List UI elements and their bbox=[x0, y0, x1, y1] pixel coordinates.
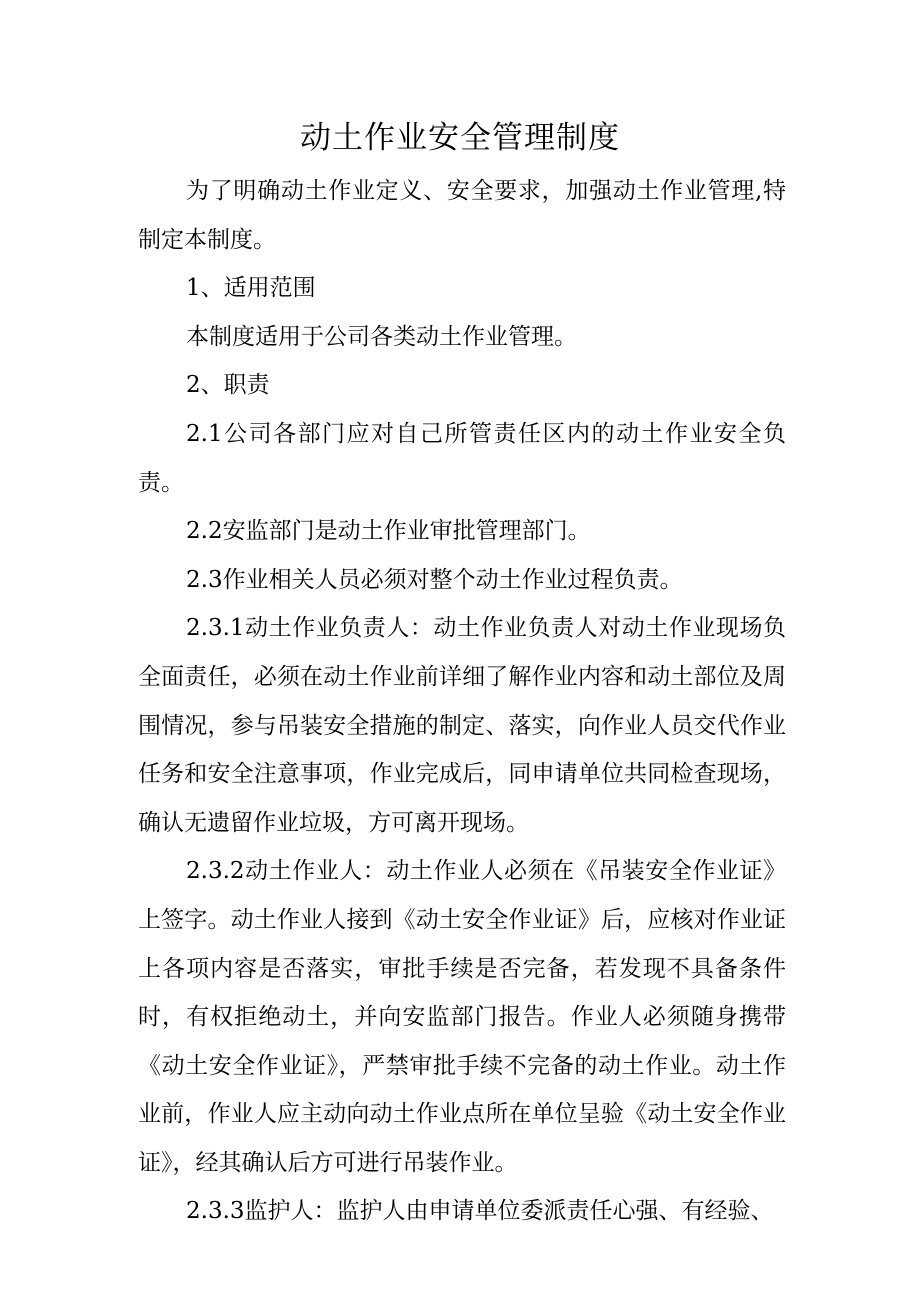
paragraph-2-1: 2.1公司各部门应对自己所管责任区内的动土作业安全负责。 bbox=[138, 420, 786, 496]
paragraph-scope: 本制度适用于公司各类动土作业管理。 bbox=[186, 323, 577, 350]
paragraph-2-3: 2.3作业相关人员必须对整个动土作业过程负责。 bbox=[186, 566, 683, 593]
heading-duties: 2、职责 bbox=[186, 372, 270, 399]
paragraph-2-3-2: 2.3.2动土作业人：动土作业人必须在《吊装安全作业证》上签字。动土作业人接到《动土安全作业证》后，应核对作业证上各项内容是否落实，审批手续是否完备，若发现不具备条件时，有权拒绝动土，并向安监部门报告。作业人必须随身携带《动土安全作业证》，严禁审批手续不完备的动土作业。动土作业前，作业人应主动向动土作业点所在单位呈验《动土安全作业证》，经其确认后方可进行吊装作业。 bbox=[138, 858, 786, 1176]
paragraph-2-2: 2.2安监部门是动土作业审批管理部门。 bbox=[186, 518, 591, 545]
paragraph-2-3-3: 2.3.3监护人：监护人由申请单位委派责任心强、有经验、 bbox=[186, 1198, 774, 1225]
heading-scope: 1、适用范围 bbox=[186, 275, 316, 302]
document-title: 动土作业安全管理制度 bbox=[300, 120, 620, 156]
document-body bbox=[138, 167, 786, 1236]
paragraph-2-3-1: 2.3.1动土作业负责人：动土作业负责人对动土作业现场负全面责任，必须在动土作业前详细了解作业内容和动土部位及周围情况，参与吊装安全措施的制定、落实，向作业人员交代作业任务和安全注意事项，作业完成后，同申请单位共同检查现场，确认无遗留作业垃圾，方可离开现场。 bbox=[138, 615, 786, 836]
paragraph-intro: 为了明确动土作业定义、安全要求，加强动土作业管理,特制定本制度。 bbox=[138, 178, 786, 253]
